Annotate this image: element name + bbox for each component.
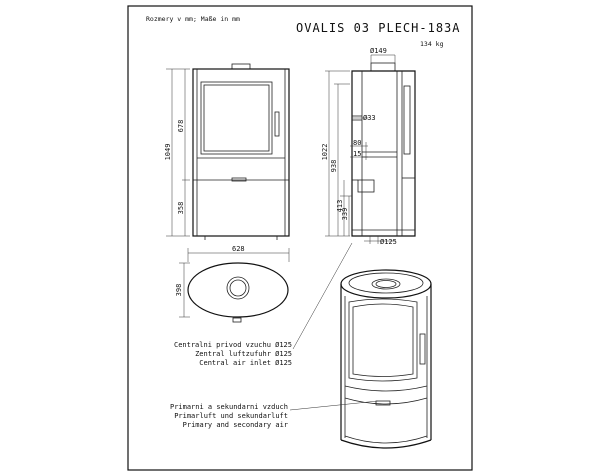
side-top-diameter: Ø149 (370, 47, 387, 55)
front-height-total: 1049 (164, 143, 172, 161)
central-air-label-de: Zentral luftzufuhr Ø125 (195, 350, 292, 358)
stove-3d-view (341, 270, 431, 448)
units-note: Rozmery v mm; Maße in mm (146, 15, 240, 23)
side-height-total: 1022 (321, 143, 329, 161)
outlet-diameter: Ø33 (363, 114, 376, 122)
side-view (352, 63, 415, 236)
side-height-339: 339 (341, 207, 349, 221)
central-air-label-en: Central air inlet Ø125 (199, 359, 292, 367)
dimension-15: 15 (353, 150, 362, 158)
front-height-upper: 678 (177, 119, 185, 133)
primary-air-label-de: Primarluft und sekundarluft (174, 412, 288, 420)
front-height-lower: 358 (177, 201, 185, 215)
dimension-80: 80 (353, 139, 362, 147)
side-bottom-diameter: Ø125 (380, 238, 397, 246)
sheet-frame (128, 6, 472, 470)
central-air-label-cz: Centralni privod vzuchu Ø125 (173, 341, 292, 349)
top-view (175, 245, 289, 322)
primary-air-label-en: Primary and secondary air (182, 421, 288, 429)
front-view (193, 64, 289, 240)
top-depth: 398 (175, 283, 183, 297)
model-title: OVALIS 03 PLECH-183A (296, 21, 461, 35)
primary-air-label-cz: Primarni a sekundarni vzduch (169, 403, 288, 411)
leader-lines (290, 243, 378, 410)
weight-label: 134 kg (420, 40, 444, 48)
top-width: 628 (232, 245, 245, 253)
side-dimensions (321, 47, 397, 246)
side-height-413: 413 (336, 199, 344, 213)
side-height-938: 938 (330, 159, 338, 173)
front-dimensions (164, 69, 190, 236)
